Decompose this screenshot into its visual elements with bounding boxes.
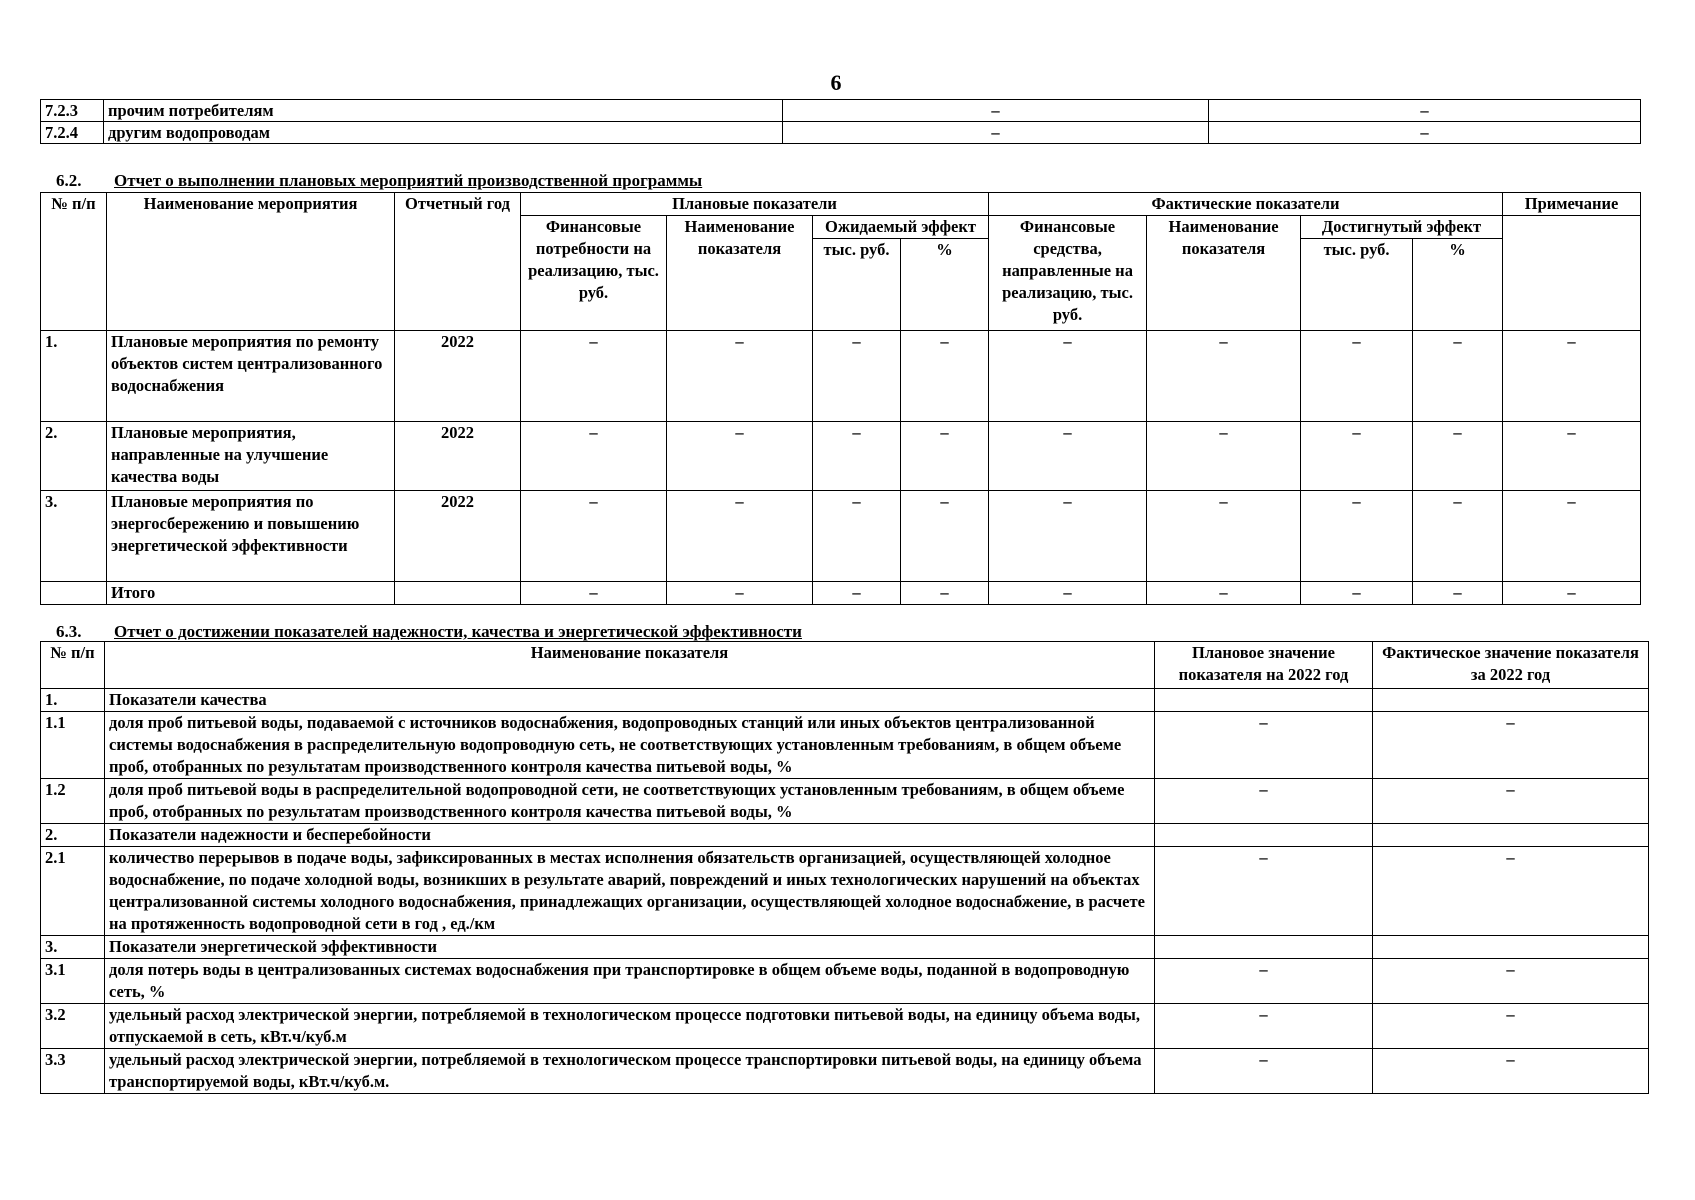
table-row [41,712,1649,779]
table-row [41,824,1649,847]
dash-cell: – [1413,582,1503,605]
dash-cell: – [1147,422,1301,491]
dash-cell: – [989,422,1147,491]
row-year: 2022 [395,491,521,582]
dash-cell: – [667,331,813,422]
dash-cell: – [1503,491,1641,582]
header-num: № п/п [41,193,107,331]
row-number: 3.1 [41,959,105,1004]
row-name: удельный расход электрической энергии, потребляемой в технологическом процессе транспортировки питьевой воды, на единицу объема транспортируемой воды, кВт.ч/куб.м. [105,1049,1155,1094]
header-plan-ind: Наименование показателя [667,216,813,331]
row-fact: – [1373,779,1649,824]
dash-cell: – [521,422,667,491]
row-value: – [1209,122,1641,144]
table-row [41,959,1649,1004]
row-number: 7.2.3 [41,100,104,122]
header-fact-effect: Достигнутый эффект [1301,216,1503,239]
section-number: 6.3. [56,622,82,641]
dash-cell: – [813,582,901,605]
row-name: доля проб питьевой воды, подаваемой с источников водоснабжения, водопроводных станций или иных объектов централизованной системы водоснабжения в распределительную водопроводную сеть, не соответствующих установленным требованиям, в общем объеме проб, отобранных по результатам производственного контроля качества питьевой воды, % [105,712,1155,779]
row-value: – [783,122,1209,144]
dash-cell: – [1503,331,1641,422]
dash-cell: – [1301,491,1413,582]
table-row [41,936,1649,959]
row-value: – [783,100,1209,122]
row-name: Плановые мероприятия, направленные на улучшение качества воды [107,422,395,491]
header-note: Примечание [1503,193,1641,216]
row-name: Показатели качества [105,689,1155,712]
table-row [41,491,1641,582]
header-planned: Плановое значение показателя на 2022 год [1155,642,1373,689]
row-number: 1. [41,331,107,422]
row-plan: – [1155,959,1373,1004]
header-note-blank [1503,216,1641,331]
header-thous: тыс. руб. [1301,239,1413,331]
row-plan [1155,936,1373,959]
header-percent: % [1413,239,1503,331]
table-row [41,779,1649,824]
dash-cell: – [1413,491,1503,582]
dash-cell: – [1147,582,1301,605]
header-name: Наименование показателя [105,642,1155,689]
row-fact: – [1373,712,1649,779]
row-number: 2. [41,824,105,847]
row-fact: – [1373,847,1649,936]
row-name: доля потерь воды в централизованных системах водоснабжения при транспортировке в общем объеме воды, поданной в водопроводную сеть, % [105,959,1155,1004]
header-plan-effect: Ожидаемый эффект [813,216,989,239]
dash-cell: – [1503,582,1641,605]
page-number: 6 [830,70,842,95]
table-row [41,122,1641,144]
header-row [41,642,1649,689]
section-title-text: Отчет о выполнении плановых мероприятий производственной программы [114,171,703,190]
dash-cell: – [667,491,813,582]
total-year [395,582,521,605]
header-plan-fin: Финансовые потребности на реализацию, тыс. руб. [521,216,667,331]
row-fact: – [1373,1004,1649,1049]
row-number: 2. [41,422,107,491]
dash-cell: – [667,582,813,605]
row-year: 2022 [395,331,521,422]
dash-cell: – [813,491,901,582]
dash-cell: – [521,491,667,582]
dash-cell: – [1503,422,1641,491]
row-number: 1.2 [41,779,105,824]
row-name: другим водопроводам [104,122,783,144]
row-value: – [1209,100,1641,122]
table-row [41,1049,1649,1094]
row-plan [1155,689,1373,712]
dash-cell: – [901,331,989,422]
total-row [41,582,1641,605]
indicators-table [40,641,1649,1094]
row-number: 7.2.4 [41,122,104,144]
row-fact [1373,936,1649,959]
row-number: 1. [41,689,105,712]
table-row [41,847,1649,936]
dash-cell: – [813,422,901,491]
header-actual: Фактическое значение показателя за 2022 год [1373,642,1649,689]
section-number: 6.2. [56,171,82,190]
row-name: прочим потребителям [104,100,783,122]
row-year: 2022 [395,422,521,491]
row-plan: – [1155,847,1373,936]
dash-cell: – [813,331,901,422]
dash-cell: – [521,331,667,422]
table-row [41,100,1641,122]
dash-cell: – [1147,331,1301,422]
table-row [41,689,1649,712]
header-fact-ind: Наименование показателя [1147,216,1301,331]
row-number: 3. [41,491,107,582]
row-fact: – [1373,1049,1649,1094]
dash-cell: – [989,582,1147,605]
header-fact-fin: Финансовые средства, направленные на реализацию, тыс. руб. [989,216,1147,331]
row-number: 3.3 [41,1049,105,1094]
dash-cell: – [1301,422,1413,491]
row-fact [1373,689,1649,712]
header-actual: Фактические показатели [989,193,1503,216]
dash-cell: – [1147,491,1301,582]
section-62-title [56,171,702,191]
row-number [41,582,107,605]
header-thous: тыс. руб. [813,239,901,331]
row-name: удельный расход электрической энергии, потребляемой в технологическом процессе подготовки питьевой воды, на единицу объема воды, отпускаемой в сеть, кВт.ч/куб.м [105,1004,1155,1049]
row-plan [1155,824,1373,847]
dash-cell: – [1413,331,1503,422]
dash-cell: – [667,422,813,491]
row-name: количество перерывов в подаче воды, зафиксированных в местах исполнения обязательств организацией, осуществляющей холодное водоснабжение, по подаче холодной воды, возникших в результате аварий, повреждений и иных технологических нарушений на объектах централизованной системы холодного водоснабжения, принадлежащих организации, осуществляющей холодное водоснабжение, в расчете на протяженность водопроводной сети в год , ед./км [105,847,1155,936]
row-plan: – [1155,779,1373,824]
row-name: Плановые мероприятия по энергосбережению и повышению энергетической эффективности [107,491,395,582]
header-num: № п/п [41,642,105,689]
row-name: Показатели надежности и бесперебойности [105,824,1155,847]
section-63-title [56,622,802,642]
dash-cell: – [901,491,989,582]
dash-cell: – [989,491,1147,582]
dash-cell: – [521,582,667,605]
header-percent: % [901,239,989,331]
row-number: 1.1 [41,712,105,779]
row-name: доля проб питьевой воды в распределительной водопроводной сети, не соответствующих установленным требованиям, в общем объеме проб, отобранных по результатам производственного контроля качества питьевой воды, % [105,779,1155,824]
total-label: Итого [107,582,395,605]
row-number: 2.1 [41,847,105,936]
dash-cell: – [1301,582,1413,605]
header-row [41,193,1641,216]
row-plan: – [1155,1004,1373,1049]
header-planned: Плановые показатели [521,193,989,216]
continuation-table [40,99,1641,144]
dash-cell: – [1301,331,1413,422]
table-row [41,331,1641,422]
dash-cell: – [901,582,989,605]
dash-cell: – [1413,422,1503,491]
section-title-text: Отчет о достижении показателей надежности, качества и энергетической эффективности [114,622,802,641]
table-row [41,1004,1649,1049]
header-name: Наименование мероприятия [107,193,395,331]
row-plan: – [1155,712,1373,779]
table-row [41,422,1641,491]
row-number: 3.2 [41,1004,105,1049]
row-name: Плановые мероприятия по ремонту объектов систем централизованного водоснабжения [107,331,395,422]
row-fact [1373,824,1649,847]
activities-table [40,192,1641,605]
row-name: Показатели энергетической эффективности [105,936,1155,959]
header-year: Отчетный год [395,193,521,331]
dash-cell: – [901,422,989,491]
row-number: 3. [41,936,105,959]
dash-cell: – [989,331,1147,422]
row-plan: – [1155,1049,1373,1094]
row-fact: – [1373,959,1649,1004]
